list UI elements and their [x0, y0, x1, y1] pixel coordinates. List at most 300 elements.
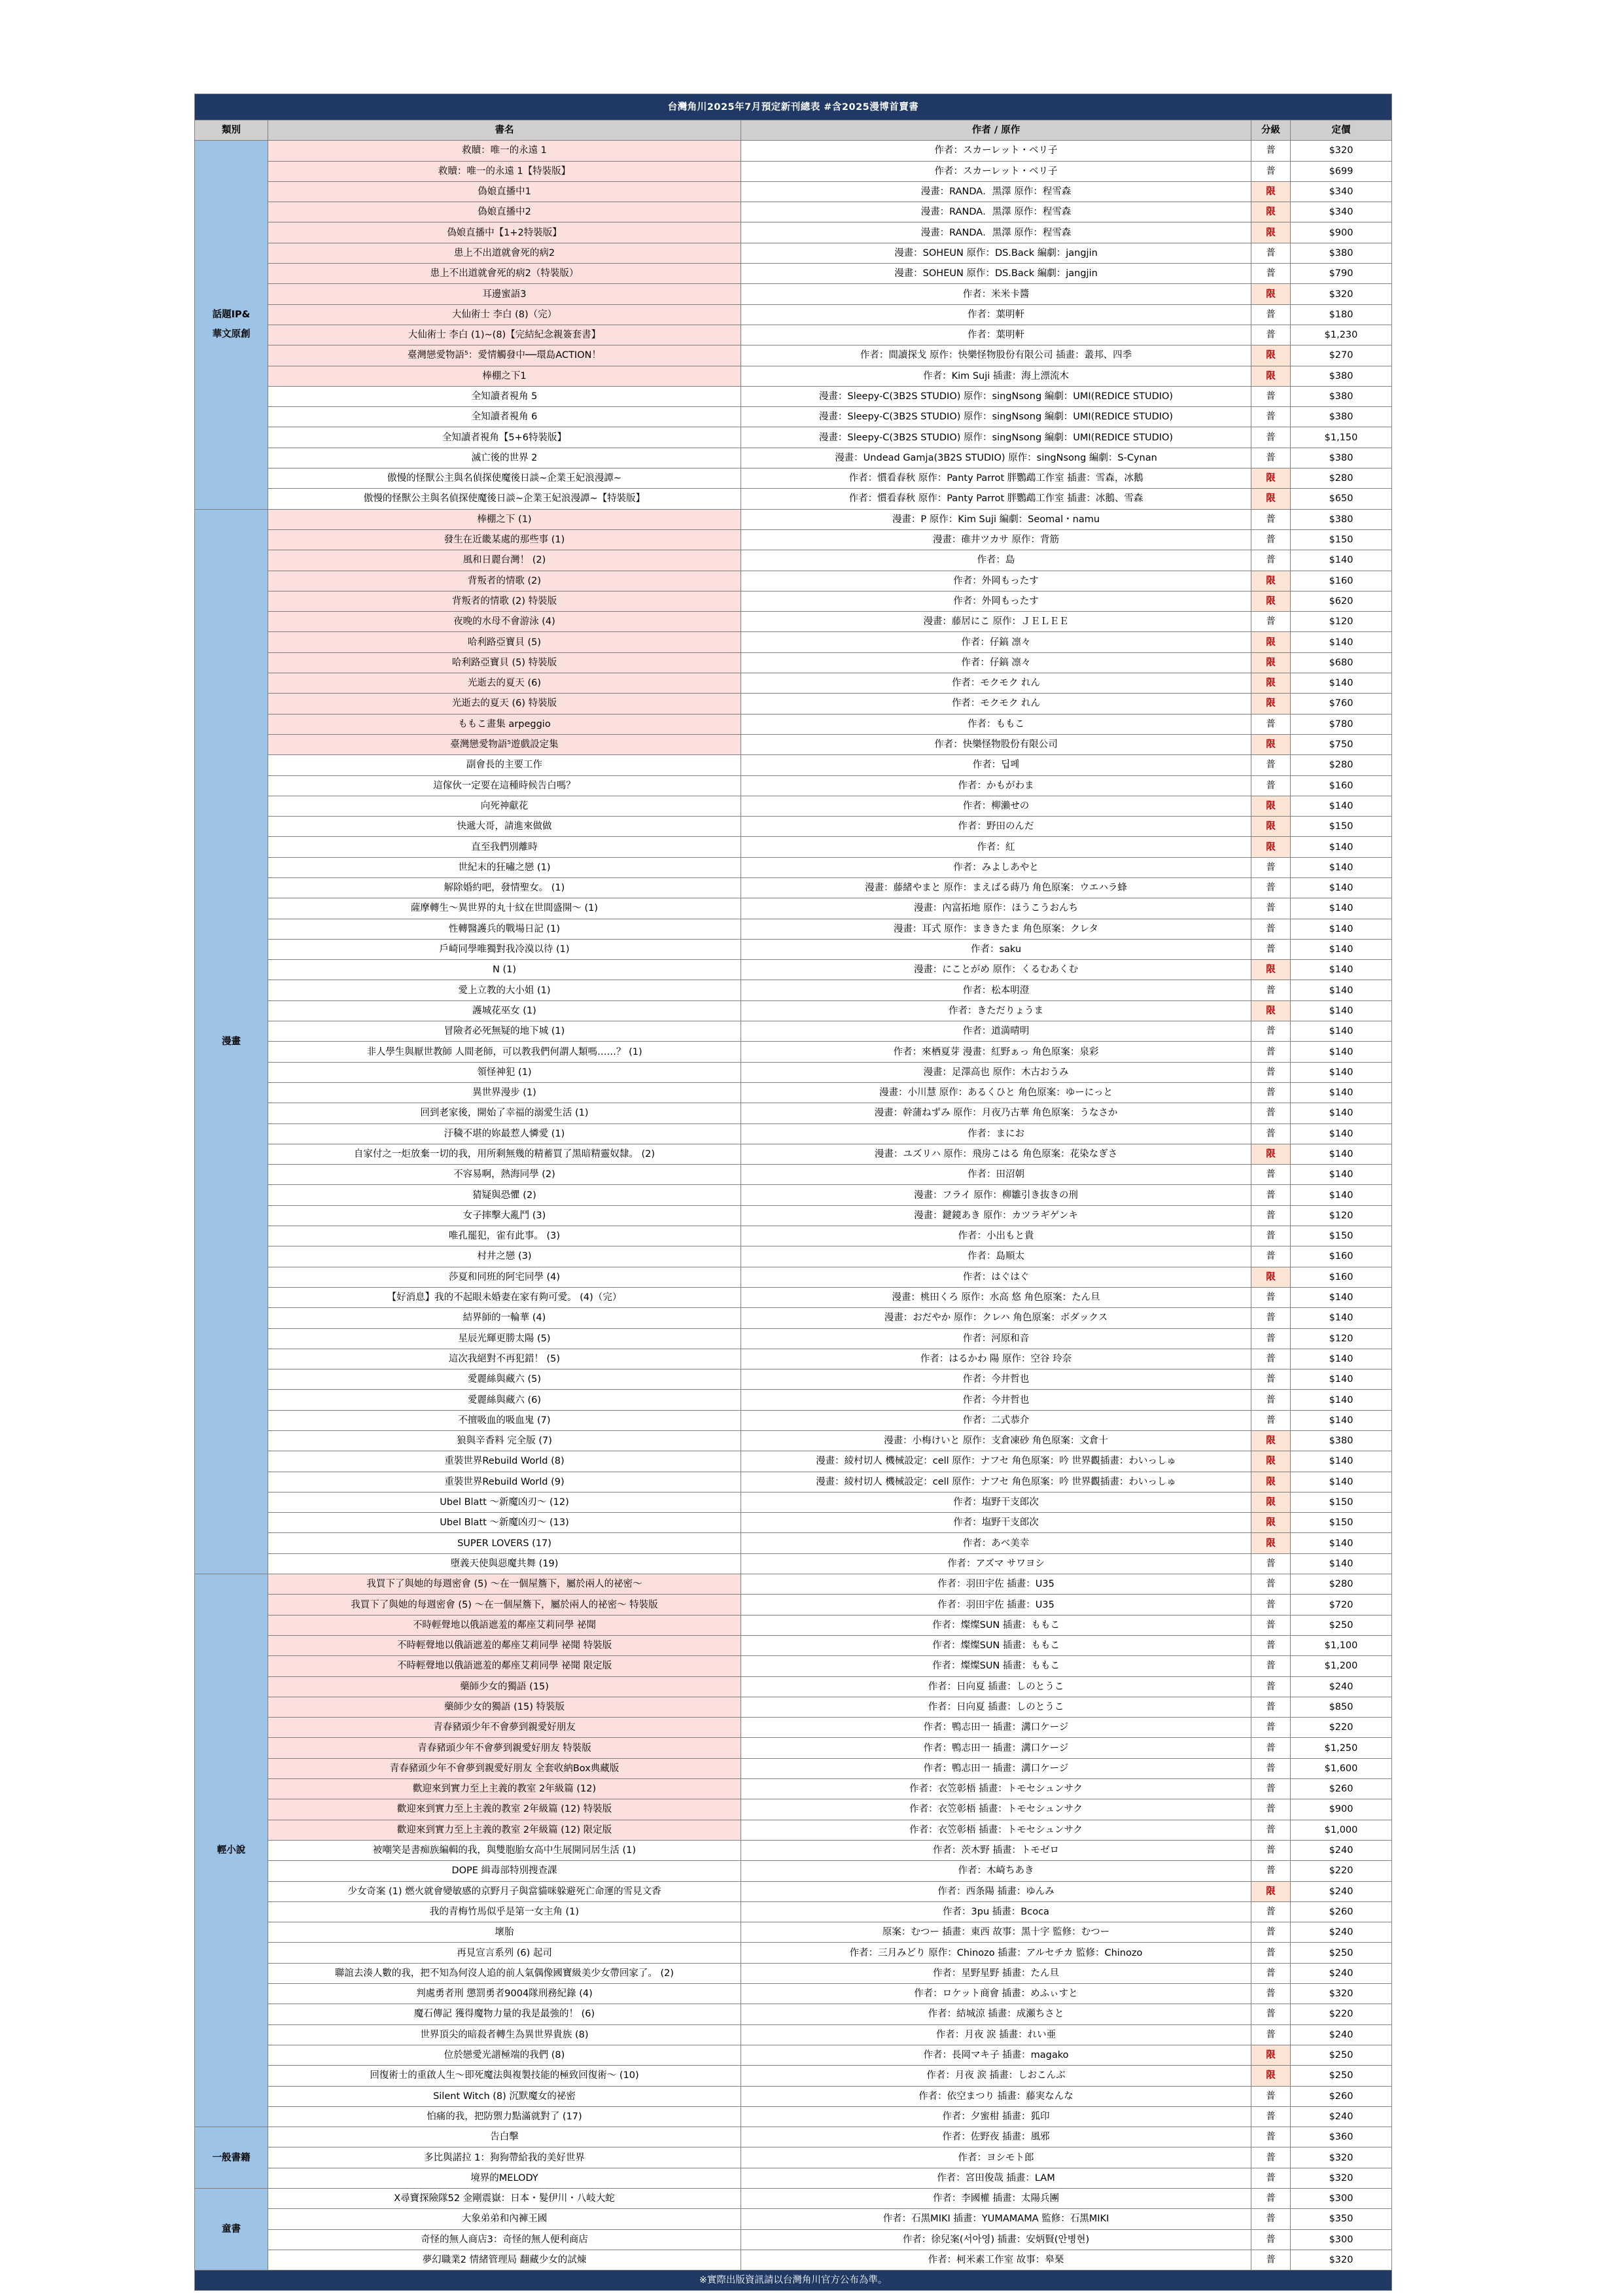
title-cell: 冒險者必死無疑的地下城 (1): [268, 1021, 741, 1042]
table-row: [195, 1103, 1392, 1123]
price-cell: $140: [1291, 898, 1392, 919]
title-cell: 光逝去的夏天 (6): [268, 673, 741, 694]
table-row: [195, 345, 1392, 366]
rating-cell: 普: [1251, 898, 1291, 919]
price-cell: $250: [1291, 1615, 1392, 1635]
table-row: [195, 2229, 1392, 2250]
title-cell: 狼與辛香料 完全版 (7): [268, 1431, 741, 1451]
price-cell: $380: [1291, 243, 1392, 263]
price-cell: $680: [1291, 652, 1392, 673]
rating-cell: 普: [1251, 1922, 1291, 1943]
price-cell: $320: [1291, 2168, 1392, 2188]
table-row: [195, 2147, 1392, 2168]
title-cell: DOPE 緝毒部特別搜查課: [268, 1861, 741, 1881]
rating-cell: 普: [1251, 1840, 1291, 1860]
price-cell: $160: [1291, 775, 1392, 796]
rating-cell: 普: [1251, 1779, 1291, 1799]
rating-cell: 普: [1251, 1984, 1291, 2004]
title-cell: 傲慢的怪獸公主與名偵探使魔後日談~企業王妃浪漫譚~【特裝版】: [268, 489, 741, 509]
table-row: [195, 304, 1392, 325]
title-cell: Ubel Blatt ～新魔凶刃～ (12): [268, 1492, 741, 1512]
title-cell: 女子摔擊大亂鬥 (3): [268, 1205, 741, 1226]
title-cell: 大仙術士 李白 (1)~(8)【完結紀念親簽套書】: [268, 325, 741, 345]
price-cell: $1,600: [1291, 1758, 1392, 1778]
table-row: [195, 1308, 1392, 1328]
title-cell: 不時輕聲地以俄語遮羞的鄰座艾莉同學 祕聞: [268, 1615, 741, 1635]
title-cell: 青春豬頭少年不會夢到親愛好朋友 特裝版: [268, 1738, 741, 1758]
title-cell: 患上不出道就會死的病2（特裝版）: [268, 264, 741, 284]
title-cell: 世界頂尖的暗殺者轉生為異世界貴族 (8): [268, 2024, 741, 2045]
title-cell: 我買下了與她的每週密會 (5) ～在一個屋簷下，屬於兩人的祕密～: [268, 1574, 741, 1595]
price-cell: $320: [1291, 2250, 1392, 2270]
title-cell: 再見宣言系列 (6) 起司: [268, 1943, 741, 1963]
price-cell: $140: [1291, 1472, 1392, 1492]
rating-cell: 限: [1251, 2066, 1291, 2086]
table-row: [195, 366, 1392, 386]
table-row: [195, 1574, 1392, 1595]
table-row: [195, 2004, 1392, 2024]
rating-cell: 普: [1251, 1635, 1291, 1655]
price-cell: $140: [1291, 1410, 1392, 1430]
price-cell: $260: [1291, 2086, 1392, 2106]
title-cell: 唯孔罷犯，雀有此事。 (3): [268, 1226, 741, 1246]
table-row: [195, 1922, 1392, 1943]
price-cell: $160: [1291, 1246, 1392, 1267]
price-cell: $320: [1291, 1984, 1392, 2004]
author-cell: 作者：野田のんだ: [741, 817, 1251, 837]
rating-cell: 普: [1251, 304, 1291, 325]
author-cell: 作者：佐野夜 插畫：風邪: [741, 2127, 1251, 2147]
footer-note: ※實際出版資訊請以台灣角川官方公布為準。: [195, 2270, 1392, 2291]
price-cell: $140: [1291, 1349, 1392, 1369]
title-cell: SUPER LOVERS (17): [268, 1533, 741, 1553]
rating-cell: 普: [1251, 612, 1291, 632]
table-row: [195, 1799, 1392, 1820]
price-cell: $380: [1291, 509, 1392, 529]
title-cell: 汙穢不堪的妳最惹人憐愛 (1): [268, 1123, 741, 1144]
author-cell: 作者：茨木野 插畫：トモゼロ: [741, 1840, 1251, 1860]
title-cell: 戶崎同學唯獨對我冷漠以待 (1): [268, 939, 741, 959]
price-cell: $120: [1291, 1205, 1392, 1226]
header-category: 類別: [195, 120, 268, 141]
title-cell: 光逝去的夏天 (6) 特裝版: [268, 694, 741, 714]
rating-cell: 限: [1251, 652, 1291, 673]
title-cell: 少女奇案 (1) 燃火就會變敏感的京野月子與當貓咪躲避死亡命運的雪見文香: [268, 1881, 741, 1901]
author-cell: 作者：塩野干支郎次: [741, 1513, 1251, 1533]
price-cell: $250: [1291, 2066, 1392, 2086]
author-cell: 作者：快樂怪物股份有限公司: [741, 734, 1251, 754]
price-cell: $140: [1291, 550, 1392, 571]
price-cell: $140: [1291, 632, 1392, 652]
table-row: [195, 489, 1392, 509]
table-row: [195, 2066, 1392, 2086]
table-row: [195, 2127, 1392, 2147]
rating-cell: 限: [1251, 1472, 1291, 1492]
rating-cell: 普: [1251, 2188, 1291, 2208]
table-row: [195, 2024, 1392, 2045]
footer-row: [195, 2270, 1392, 2291]
author-cell: 漫畫：桃田くろ 原作：水高 悠 角色原案：たん旦: [741, 1287, 1251, 1307]
author-cell: 作者：月夜 涙 插畫：しおこんぶ: [741, 2066, 1251, 2086]
table-row: [195, 1431, 1392, 1451]
author-cell: 作者：紅: [741, 837, 1251, 857]
table-row: [195, 407, 1392, 427]
rating-cell: 普: [1251, 1595, 1291, 1615]
title-cell: ももこ畫集 arpeggio: [268, 714, 741, 734]
author-cell: 作者：衣笠彰梧 插畫：トモセシュンサク: [741, 1799, 1251, 1820]
author-cell: 作者：今井哲也: [741, 1369, 1251, 1390]
rating-cell: 限: [1251, 1431, 1291, 1451]
author-cell: 作者：まにお: [741, 1123, 1251, 1144]
price-cell: $1,230: [1291, 325, 1392, 345]
author-cell: 漫畫：Sleepy-C(3B2S STUDIO) 原作：singNsong 編劇：UMI(REDICE STUDIO): [741, 427, 1251, 448]
table-row: [195, 1144, 1392, 1164]
price-cell: $150: [1291, 1226, 1392, 1246]
category-cell: 話題IP& 華文原創: [195, 141, 268, 509]
author-cell: 作者：日向夏 插畫：しのとうこ: [741, 1676, 1251, 1697]
rating-cell: 普: [1251, 2024, 1291, 2045]
price-cell: $260: [1291, 1901, 1392, 1922]
table-row: [195, 1410, 1392, 1430]
price-cell: $220: [1291, 1718, 1392, 1738]
title-cell: 直至我們別離時: [268, 837, 741, 857]
price-cell: $140: [1291, 1308, 1392, 1328]
price-cell: $320: [1291, 141, 1392, 161]
rating-cell: 普: [1251, 1123, 1291, 1144]
author-cell: 作者：西条陽 插畫：ゆんみ: [741, 1881, 1251, 1901]
price-cell: $1,200: [1291, 1656, 1392, 1676]
rating-cell: 限: [1251, 284, 1291, 304]
title-cell: 發生在近畿某處的那些事 (1): [268, 529, 741, 550]
rating-cell: 普: [1251, 2086, 1291, 2106]
price-cell: $140: [1291, 857, 1392, 877]
author-cell: 漫畫：Sleepy-C(3B2S STUDIO) 原作：singNsong 編劇：UMI(REDICE STUDIO): [741, 407, 1251, 427]
title-cell: 多比與諾拉 1：狗狗帶給我的美好世界: [268, 2147, 741, 2168]
title-cell: 不擅吸血的吸血鬼 (7): [268, 1410, 741, 1430]
table-row: [195, 2250, 1392, 2270]
price-cell: $380: [1291, 1431, 1392, 1451]
title-cell: 全知讀者視角【5+6特裝版】: [268, 427, 741, 448]
title-cell: 全知讀者視角 5: [268, 386, 741, 406]
title-cell: 結界師的一輪華 (4): [268, 1308, 741, 1328]
table-row: [195, 1205, 1392, 1226]
table-row: [195, 161, 1392, 181]
author-cell: 作者：みよしあやと: [741, 857, 1251, 877]
title-cell: 壞胎: [268, 1922, 741, 1943]
title-cell: 這傢伙一定要在這種時候告白嗎？: [268, 775, 741, 796]
price-cell: $140: [1291, 673, 1392, 694]
table-row: [195, 612, 1392, 632]
title-cell: 哈利路亞寶貝 (5) 特裝版: [268, 652, 741, 673]
table-row: [195, 264, 1392, 284]
author-cell: 漫畫：SOHEUN 原作：DS.Back 編劇：jangjin: [741, 243, 1251, 263]
price-cell: $140: [1291, 1123, 1392, 1144]
table-row: [195, 1246, 1392, 1267]
rating-cell: 普: [1251, 141, 1291, 161]
price-cell: $140: [1291, 1369, 1392, 1390]
price-cell: $340: [1291, 181, 1392, 202]
rating-cell: 普: [1251, 857, 1291, 877]
price-cell: $280: [1291, 755, 1392, 775]
table-row: [195, 1349, 1392, 1369]
price-cell: $240: [1291, 1881, 1392, 1901]
rating-cell: 限: [1251, 468, 1291, 489]
table-row: [195, 1000, 1392, 1021]
title-cell: 星辰光輝更勝太陽 (5): [268, 1328, 741, 1349]
author-cell: 作者：島順太: [741, 1246, 1251, 1267]
rating-cell: 普: [1251, 264, 1291, 284]
rating-cell: 普: [1251, 2209, 1291, 2229]
author-cell: 作者：小出もと貴: [741, 1226, 1251, 1246]
price-cell: $650: [1291, 489, 1392, 509]
author-cell: 作者：外岡もったす: [741, 571, 1251, 591]
rating-cell: 普: [1251, 2168, 1291, 2188]
author-cell: 作者：ロケット商會 插畫：めふぃすと: [741, 1984, 1251, 2004]
header-rating: 分級: [1251, 120, 1291, 141]
title-cell: 奇怪的無人商店3：奇怪的無人便利商店: [268, 2229, 741, 2250]
table-row: [195, 1513, 1392, 1533]
author-cell: 作者：徐兒案(서아영) 插畫：安炳賢(안병현): [741, 2229, 1251, 2250]
table-row: [195, 877, 1392, 898]
author-cell: 漫畫：耳式 原作：まききたま 角色原案：クレタ: [741, 919, 1251, 939]
title-cell: 向死神獻花: [268, 796, 741, 816]
rating-cell: 普: [1251, 2004, 1291, 2024]
price-cell: $140: [1291, 1451, 1392, 1472]
author-cell: 作者：鴨志田一 插畫：溝口ケージ: [741, 1758, 1251, 1778]
table-row: [195, 243, 1392, 263]
rating-cell: 普: [1251, 1165, 1291, 1185]
author-cell: 漫畫：おだやか 原作：クレハ 角色原案：ボダックス: [741, 1308, 1251, 1328]
rating-cell: 普: [1251, 1697, 1291, 1717]
title-cell: 偽娘直播中2: [268, 202, 741, 222]
title-row: [195, 94, 1392, 120]
price-cell: $150: [1291, 1513, 1392, 1533]
author-cell: 作者：燦燦SUN 插畫：ももこ: [741, 1615, 1251, 1635]
rating-cell: 普: [1251, 2250, 1291, 2270]
rating-cell: 普: [1251, 714, 1291, 734]
price-cell: $790: [1291, 264, 1392, 284]
rating-cell: 普: [1251, 448, 1291, 468]
author-cell: 作者：慣看春秋 原作：Panty Parrot 胖鸚鵡工作室 插畫：雪森，冰鵝: [741, 468, 1251, 489]
title-cell: 判處勇者刑 懲罰勇者9004隊刑務紀錄 (4): [268, 1984, 741, 2004]
price-cell: $140: [1291, 1185, 1392, 1205]
table-row: [195, 2086, 1392, 2106]
category-cell: 輕小說: [195, 1574, 268, 2127]
category-cell: 一般書籍: [195, 2127, 268, 2189]
price-cell: $140: [1291, 1082, 1392, 1103]
title-cell: 位於戀愛光譜極端的我們 (8): [268, 2045, 741, 2065]
author-cell: 作者：saku: [741, 939, 1251, 959]
price-cell: $140: [1291, 980, 1392, 1000]
author-cell: 原案：むつー 插畫：東西 故事：黑十字 監修：むつー: [741, 1922, 1251, 1943]
author-cell: 作者：羽田宇佐 插畫：U35: [741, 1574, 1251, 1595]
rating-cell: 普: [1251, 325, 1291, 345]
price-cell: $380: [1291, 407, 1392, 427]
price-cell: $140: [1291, 877, 1392, 898]
price-cell: $150: [1291, 1492, 1392, 1512]
title-cell: 墮義天使與惡魔共舞 (19): [268, 1553, 741, 1574]
price-cell: $140: [1291, 796, 1392, 816]
price-cell: $120: [1291, 1328, 1392, 1349]
author-cell: 漫畫：碓井ツカサ 原作：背筋: [741, 529, 1251, 550]
title-cell: 藥師少女的獨語 (15): [268, 1676, 741, 1697]
table-row: [195, 1963, 1392, 1983]
rating-cell: 普: [1251, 1082, 1291, 1103]
price-cell: $280: [1291, 1574, 1392, 1595]
table-row: [195, 550, 1392, 571]
price-cell: $150: [1291, 529, 1392, 550]
price-cell: $280: [1291, 468, 1392, 489]
rating-cell: 普: [1251, 755, 1291, 775]
rating-cell: 普: [1251, 2106, 1291, 2127]
rating-cell: 普: [1251, 1615, 1291, 1635]
rating-cell: 限: [1251, 571, 1291, 591]
header-row: [195, 120, 1392, 141]
title-cell: 自家付之一炬放棄一切的我，用所剩無幾的精蓄買了黑暗精靈奴隸。 (2): [268, 1144, 741, 1164]
price-cell: $140: [1291, 1553, 1392, 1574]
title-cell: 村井之戀 (3): [268, 1246, 741, 1267]
title-cell: 我買下了與她的每週密會 (5) ～在一個屋簷下，屬於兩人的祕密～ 特裝版: [268, 1595, 741, 1615]
table-row: [195, 817, 1392, 837]
rating-cell: 普: [1251, 427, 1291, 448]
table-row: [195, 775, 1392, 796]
author-cell: 漫畫：藤緒やまと 原作：まえばる蒔乃 角色原案：ウエハラ蜂: [741, 877, 1251, 898]
author-cell: 作者：李國權 插畫：太陽兵團: [741, 2188, 1251, 2208]
price-cell: $1,250: [1291, 1738, 1392, 1758]
title-cell: 魔石傳記 獲得魔物力量的我是最強的！ (6): [268, 2004, 741, 2024]
title-cell: 棒棚之下 (1): [268, 509, 741, 529]
table-row: [195, 1165, 1392, 1185]
price-cell: $140: [1291, 1042, 1392, 1062]
price-cell: $620: [1291, 591, 1392, 611]
table-row: [195, 2045, 1392, 2065]
author-cell: 漫畫：小川慧 原作：あるくひと 角色原案：ゆーにっと: [741, 1082, 1251, 1103]
author-cell: 作者：仔鎬 凛々: [741, 632, 1251, 652]
price-cell: $240: [1291, 1963, 1392, 1983]
table-row: [195, 448, 1392, 468]
price-cell: $140: [1291, 1062, 1392, 1082]
title-cell: 怕痛的我，把防禦力點滿就對了 (17): [268, 2106, 741, 2127]
rating-cell: 普: [1251, 1553, 1291, 1574]
price-cell: $140: [1291, 919, 1392, 939]
price-cell: $140: [1291, 1144, 1392, 1164]
table-row: [195, 1082, 1392, 1103]
table-row: [195, 857, 1392, 877]
table-row: [195, 1123, 1392, 1144]
author-cell: 作者：道満晴明: [741, 1021, 1251, 1042]
rating-cell: 限: [1251, 181, 1291, 202]
author-cell: 漫畫：Undead Gamja(3B2S STUDIO) 原作：singNsong 編劇：S-Cynan: [741, 448, 1251, 468]
title-cell: Ubel Blatt ～新魔凶刃～ (13): [268, 1513, 741, 1533]
price-cell: $780: [1291, 714, 1392, 734]
author-cell: 作者：來栖夏芽 漫畫：紅野ぁっ 角色原案：泉彩: [741, 1042, 1251, 1062]
rating-cell: 限: [1251, 222, 1291, 243]
table-row: [195, 1718, 1392, 1738]
author-cell: 漫畫：RANDA．黑澤 原作：程雪森: [741, 222, 1251, 243]
author-cell: 作者：3pu 插畫：Bcoca: [741, 1901, 1251, 1922]
price-cell: $240: [1291, 1922, 1392, 1943]
author-cell: 漫畫：Sleepy-C(3B2S STUDIO) 原作：singNsong 編劇：UMI(REDICE STUDIO): [741, 386, 1251, 406]
table-row: [195, 468, 1392, 489]
title-cell: 大仙術士 李白 (8)（完）: [268, 304, 741, 325]
title-cell: N (1): [268, 960, 741, 980]
title-cell: 回到老家後，開始了幸福的溺愛生活 (1): [268, 1103, 741, 1123]
price-cell: $250: [1291, 2045, 1392, 2065]
rating-cell: 普: [1251, 980, 1291, 1000]
title-cell: 青春豬頭少年不會夢到親愛好朋友: [268, 1718, 741, 1738]
author-cell: 作者：鴨志田一 插畫：溝口ケージ: [741, 1718, 1251, 1738]
author-cell: 作者：燦燦SUN 插畫：ももこ: [741, 1656, 1251, 1676]
title-cell: 藥師少女的獨語 (15) 特裝版: [268, 1697, 741, 1717]
rating-cell: 限: [1251, 1513, 1291, 1533]
rating-cell: 限: [1251, 632, 1291, 652]
table-row: [195, 1676, 1392, 1697]
rating-cell: 普: [1251, 2229, 1291, 2250]
title-cell: 愛上立教的大小姐 (1): [268, 980, 741, 1000]
table-row: [195, 1328, 1392, 1349]
title-cell: 猜疑與恐懼 (2): [268, 1185, 741, 1205]
author-cell: 作者：モクモク れん: [741, 694, 1251, 714]
table-row: [195, 1451, 1392, 1472]
title-cell: 領怪神犯 (1): [268, 1062, 741, 1082]
price-cell: $220: [1291, 2004, 1392, 2024]
rating-cell: 普: [1251, 1574, 1291, 1595]
title-cell: 背叛者的情歌 (2): [268, 571, 741, 591]
author-cell: 漫畫：幹蒲ねずみ 原作：月夜乃古華 角色原案：うなさか: [741, 1103, 1251, 1123]
title-cell: 聯誼去湊人數的我，把不知為何沒人追的前人氣偶像國寶級美少女帶回家了。 (2): [268, 1963, 741, 1983]
rating-cell: 普: [1251, 1390, 1291, 1410]
table-row: [195, 1472, 1392, 1492]
title-cell: 莎夏和同班的阿宅同學 (4): [268, 1267, 741, 1287]
release-table: [194, 94, 1392, 2291]
table-row: [195, 222, 1392, 243]
table-row: [195, 2106, 1392, 2127]
rating-cell: 普: [1251, 1226, 1291, 1246]
title-cell: 告白擊: [268, 2127, 741, 2147]
rating-cell: 限: [1251, 591, 1291, 611]
title-cell: 青春豬頭少年不會夢到親愛好朋友 全套收納Box典藏版: [268, 1758, 741, 1778]
table-row: [195, 591, 1392, 611]
author-cell: 作者：二式恭介: [741, 1410, 1251, 1430]
price-cell: $850: [1291, 1697, 1392, 1717]
table-row: [195, 1861, 1392, 1881]
price-cell: $160: [1291, 1267, 1392, 1287]
rating-cell: 限: [1251, 2045, 1291, 2065]
table-row: [195, 1943, 1392, 1963]
author-cell: 作者：宮田俊哉 插畫：LAM: [741, 2168, 1251, 2188]
price-cell: $140: [1291, 837, 1392, 857]
title-cell: Silent Witch (8) 沉默魔女的祕密: [268, 2086, 741, 2106]
title-cell: 背叛者的情歌 (2) 特裝版: [268, 591, 741, 611]
rating-cell: 普: [1251, 1021, 1291, 1042]
table-row: [195, 1656, 1392, 1676]
author-cell: 漫畫：鍵鏡あき 原作：カツラギゲンキ: [741, 1205, 1251, 1226]
author-cell: 作者：依空まつり 插畫：藤実なんな: [741, 2086, 1251, 2106]
author-cell: 作者：柯米素工作室 故事：皋琹: [741, 2250, 1251, 2270]
rating-cell: 普: [1251, 877, 1291, 898]
author-cell: 作者：長岡マキ子 插畫：magako: [741, 2045, 1251, 2065]
title-cell: 重裝世界Rebuild World (8): [268, 1451, 741, 1472]
rating-cell: 普: [1251, 407, 1291, 427]
title-cell: 重裝世界Rebuild World (9): [268, 1472, 741, 1492]
table-row: [195, 571, 1392, 591]
table-row: [195, 1492, 1392, 1512]
author-cell: 作者：結城涼 插畫：成瀬ちさと: [741, 2004, 1251, 2024]
title-cell: 風和日麗台灣！ (2): [268, 550, 741, 571]
rating-cell: 普: [1251, 1185, 1291, 1205]
table-row: [195, 1738, 1392, 1758]
author-cell: 作者：米米卡醬: [741, 284, 1251, 304]
